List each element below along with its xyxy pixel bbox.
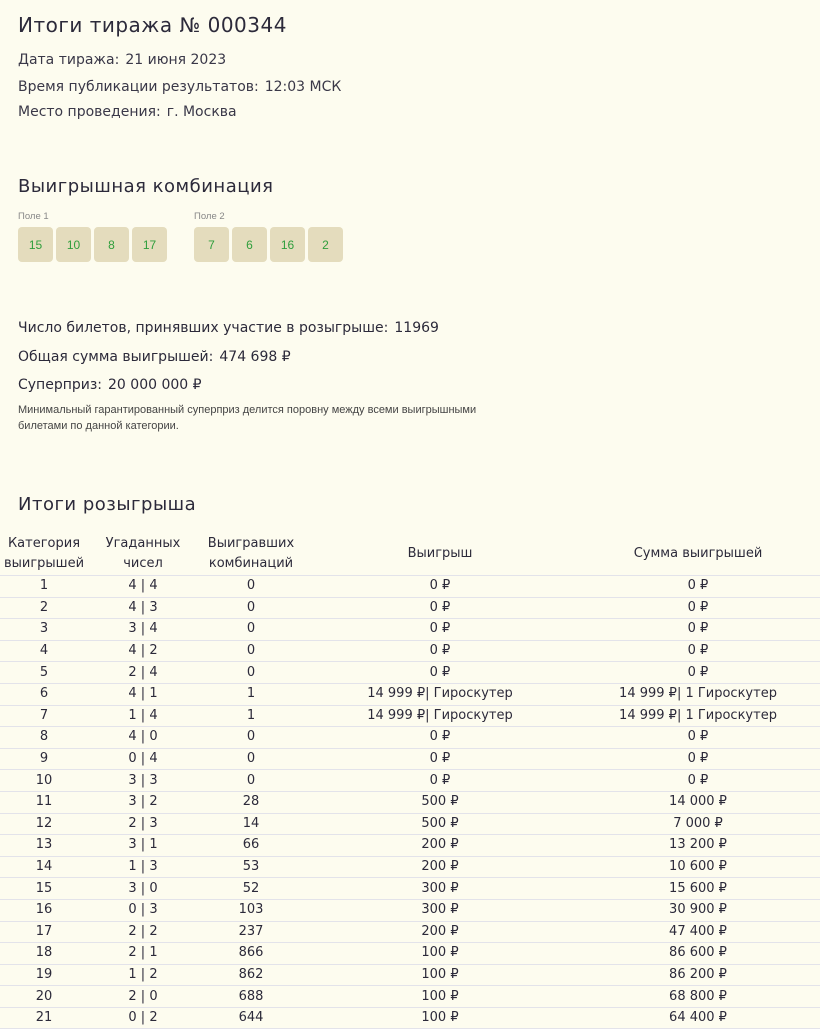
col-guessed-header: Угаданных чисел: [88, 533, 198, 576]
table-row: [0, 878, 820, 900]
cell-combos: 53: [198, 856, 304, 878]
cell-category: 4: [0, 640, 88, 662]
table-row: [0, 597, 820, 619]
cell-category: 12: [0, 813, 88, 835]
tickets-label: Число билетов, принявших участие в розыгрыше:: [18, 320, 389, 336]
total-value: 474 698 ₽: [219, 349, 291, 365]
field1-balls: [18, 227, 167, 262]
cell-guessed: 0 | 2: [88, 1007, 198, 1029]
cell-sum: 47 400 ₽: [576, 921, 820, 943]
table-row: [0, 662, 820, 684]
cell-combos: 866: [198, 943, 304, 965]
cell-guessed: 3 | 4: [88, 619, 198, 641]
field2-balls: [194, 227, 343, 262]
table-row: [0, 835, 820, 857]
draw-date-value: 21 июня 2023: [125, 52, 227, 68]
draw-date: [18, 52, 226, 68]
publish-time: [18, 79, 341, 95]
cell-prize: 200 ₽: [304, 921, 576, 943]
table-row: [0, 964, 820, 986]
cell-guessed: 4 | 0: [88, 727, 198, 749]
cell-category: 9: [0, 748, 88, 770]
cell-combos: 0: [198, 662, 304, 684]
cell-prize: 14 999 ₽| Гироскутер: [304, 683, 576, 705]
cell-guessed: 3 | 3: [88, 770, 198, 792]
cell-prize: 100 ₽: [304, 964, 576, 986]
cell-combos: 66: [198, 835, 304, 857]
cell-guessed: 4 | 2: [88, 640, 198, 662]
cell-category: 1: [0, 576, 88, 598]
col-sum-header: Сумма выигрышей: [576, 533, 820, 576]
cell-combos: 237: [198, 921, 304, 943]
cell-category: 15: [0, 878, 88, 900]
page-title: Итоги тиража № 000344: [18, 13, 287, 37]
cell-prize: 0 ₽: [304, 770, 576, 792]
cell-sum: 0 ₽: [576, 619, 820, 641]
table-row: [0, 619, 820, 641]
ball: 7: [194, 227, 229, 262]
cell-sum: 13 200 ₽: [576, 835, 820, 857]
cell-sum: 0 ₽: [576, 662, 820, 684]
cell-category: 13: [0, 835, 88, 857]
cell-combos: 688: [198, 986, 304, 1008]
cell-sum: 30 900 ₽: [576, 899, 820, 921]
cell-sum: 14 999 ₽| 1 Гироскутер: [576, 705, 820, 727]
table-row: [0, 791, 820, 813]
col-prize-header: Выигрыш: [304, 533, 576, 576]
cell-category: 19: [0, 964, 88, 986]
table-row: [0, 813, 820, 835]
ball: 15: [18, 227, 53, 262]
cell-guessed: 1 | 4: [88, 705, 198, 727]
cell-sum: 86 600 ₽: [576, 943, 820, 965]
cell-category: 6: [0, 683, 88, 705]
col-combos-header: Выигравших комбинаций: [198, 533, 304, 576]
cell-prize: 0 ₽: [304, 748, 576, 770]
cell-combos: 28: [198, 791, 304, 813]
cell-category: 18: [0, 943, 88, 965]
cell-category: 3: [0, 619, 88, 641]
cell-sum: 0 ₽: [576, 770, 820, 792]
table-row: [0, 705, 820, 727]
cell-combos: 0: [198, 748, 304, 770]
cell-prize: 500 ₽: [304, 791, 576, 813]
cell-combos: 0: [198, 576, 304, 598]
cell-combos: 52: [198, 878, 304, 900]
ball: 16: [270, 227, 305, 262]
cell-guessed: 4 | 4: [88, 576, 198, 598]
table-row: [0, 1007, 820, 1029]
cell-sum: 14 000 ₽: [576, 791, 820, 813]
publish-time-value: 12:03 МСК: [264, 79, 342, 95]
cell-guessed: 0 | 3: [88, 899, 198, 921]
table-row: [0, 748, 820, 770]
cell-category: 8: [0, 727, 88, 749]
results-title: Итоги розыгрыша: [18, 494, 197, 515]
cell-category: 20: [0, 986, 88, 1008]
col-category-header: Категория выигрышей: [0, 533, 88, 576]
cell-guessed: 3 | 2: [88, 791, 198, 813]
table-row: [0, 986, 820, 1008]
cell-guessed: 2 | 4: [88, 662, 198, 684]
tickets-count: [18, 320, 439, 336]
cell-guessed: 2 | 0: [88, 986, 198, 1008]
cell-combos: 0: [198, 619, 304, 641]
cell-sum: 0 ₽: [576, 597, 820, 619]
cell-prize: 0 ₽: [304, 727, 576, 749]
publish-time-label: Время публикации результатов:: [18, 79, 259, 95]
cell-category: 10: [0, 770, 88, 792]
cell-guessed: 2 | 2: [88, 921, 198, 943]
superprize-label: Суперприз:: [18, 377, 103, 393]
cell-category: 2: [0, 597, 88, 619]
cell-sum: 0 ₽: [576, 748, 820, 770]
cell-prize: 300 ₽: [304, 878, 576, 900]
cell-category: 11: [0, 791, 88, 813]
cell-combos: 862: [198, 964, 304, 986]
ball: 6: [232, 227, 267, 262]
table-row: [0, 640, 820, 662]
cell-combos: 1: [198, 705, 304, 727]
cell-sum: 86 200 ₽: [576, 964, 820, 986]
cell-sum: 0 ₽: [576, 640, 820, 662]
table-row: [0, 683, 820, 705]
cell-guessed: 2 | 3: [88, 813, 198, 835]
table-row: [0, 770, 820, 792]
cell-combos: 103: [198, 899, 304, 921]
cell-sum: 0 ₽: [576, 727, 820, 749]
cell-sum: 68 800 ₽: [576, 986, 820, 1008]
tickets-value: 11969: [394, 320, 439, 336]
cell-combos: 0: [198, 640, 304, 662]
table-row: [0, 943, 820, 965]
cell-prize: 14 999 ₽| Гироскутер: [304, 705, 576, 727]
cell-sum: 10 600 ₽: [576, 856, 820, 878]
cell-sum: 7 000 ₽: [576, 813, 820, 835]
cell-category: 17: [0, 921, 88, 943]
cell-guessed: 4 | 3: [88, 597, 198, 619]
table-row: [0, 727, 820, 749]
cell-category: 21: [0, 1007, 88, 1029]
cell-combos: 1: [198, 683, 304, 705]
combination-title: Выигрышная комбинация: [18, 176, 274, 197]
cell-combos: 0: [198, 770, 304, 792]
cell-prize: 100 ₽: [304, 986, 576, 1008]
total-label: Общая сумма выигрышей:: [18, 349, 214, 365]
cell-guessed: 4 | 1: [88, 683, 198, 705]
field2-label: Поле 2: [194, 211, 225, 222]
cell-prize: 0 ₽: [304, 576, 576, 598]
superprize-note: Минимальный гарантированный суперприз делится поровну между всеми выигрышными билетами по данной категории.: [18, 404, 477, 432]
cell-category: 7: [0, 705, 88, 727]
cell-combos: 14: [198, 813, 304, 835]
cell-combos: 0: [198, 727, 304, 749]
table-header-row: [0, 533, 820, 576]
draw-place-label: Место проведения:: [18, 104, 161, 120]
cell-combos: 644: [198, 1007, 304, 1029]
cell-prize: 100 ₽: [304, 1007, 576, 1029]
cell-guessed: 3 | 0: [88, 878, 198, 900]
cell-sum: 15 600 ₽: [576, 878, 820, 900]
cell-guessed: 1 | 3: [88, 856, 198, 878]
cell-sum: 0 ₽: [576, 576, 820, 598]
table-row: [0, 899, 820, 921]
draw-date-label: Дата тиража:: [18, 52, 120, 68]
cell-prize: 200 ₽: [304, 856, 576, 878]
draw-place-value: г. Москва: [166, 104, 237, 120]
field1-label: Поле 1: [18, 211, 49, 222]
cell-sum: 64 400 ₽: [576, 1007, 820, 1029]
cell-category: 16: [0, 899, 88, 921]
cell-guessed: 1 | 2: [88, 964, 198, 986]
draw-place: [18, 104, 237, 120]
cell-prize: 0 ₽: [304, 619, 576, 641]
cell-prize: 0 ₽: [304, 640, 576, 662]
cell-category: 5: [0, 662, 88, 684]
ball: 17: [132, 227, 167, 262]
table-row: [0, 576, 820, 598]
results-body: [0, 576, 820, 1029]
cell-guessed: 0 | 4: [88, 748, 198, 770]
ball: 2: [308, 227, 343, 262]
cell-combos: 0: [198, 597, 304, 619]
cell-guessed: 2 | 1: [88, 943, 198, 965]
results-table: [0, 533, 820, 1029]
ball: 10: [56, 227, 91, 262]
total-winnings: [18, 349, 291, 365]
table-row: [0, 921, 820, 943]
cell-prize: 300 ₽: [304, 899, 576, 921]
cell-sum: 14 999 ₽| 1 Гироскутер: [576, 683, 820, 705]
superprize-value: 20 000 000 ₽: [108, 377, 202, 393]
cell-category: 14: [0, 856, 88, 878]
table-row: [0, 856, 820, 878]
cell-guessed: 3 | 1: [88, 835, 198, 857]
cell-prize: 200 ₽: [304, 835, 576, 857]
cell-prize: 0 ₽: [304, 597, 576, 619]
cell-prize: 0 ₽: [304, 662, 576, 684]
cell-prize: 100 ₽: [304, 943, 576, 965]
cell-prize: 500 ₽: [304, 813, 576, 835]
ball: 8: [94, 227, 129, 262]
superprize: [18, 377, 202, 393]
